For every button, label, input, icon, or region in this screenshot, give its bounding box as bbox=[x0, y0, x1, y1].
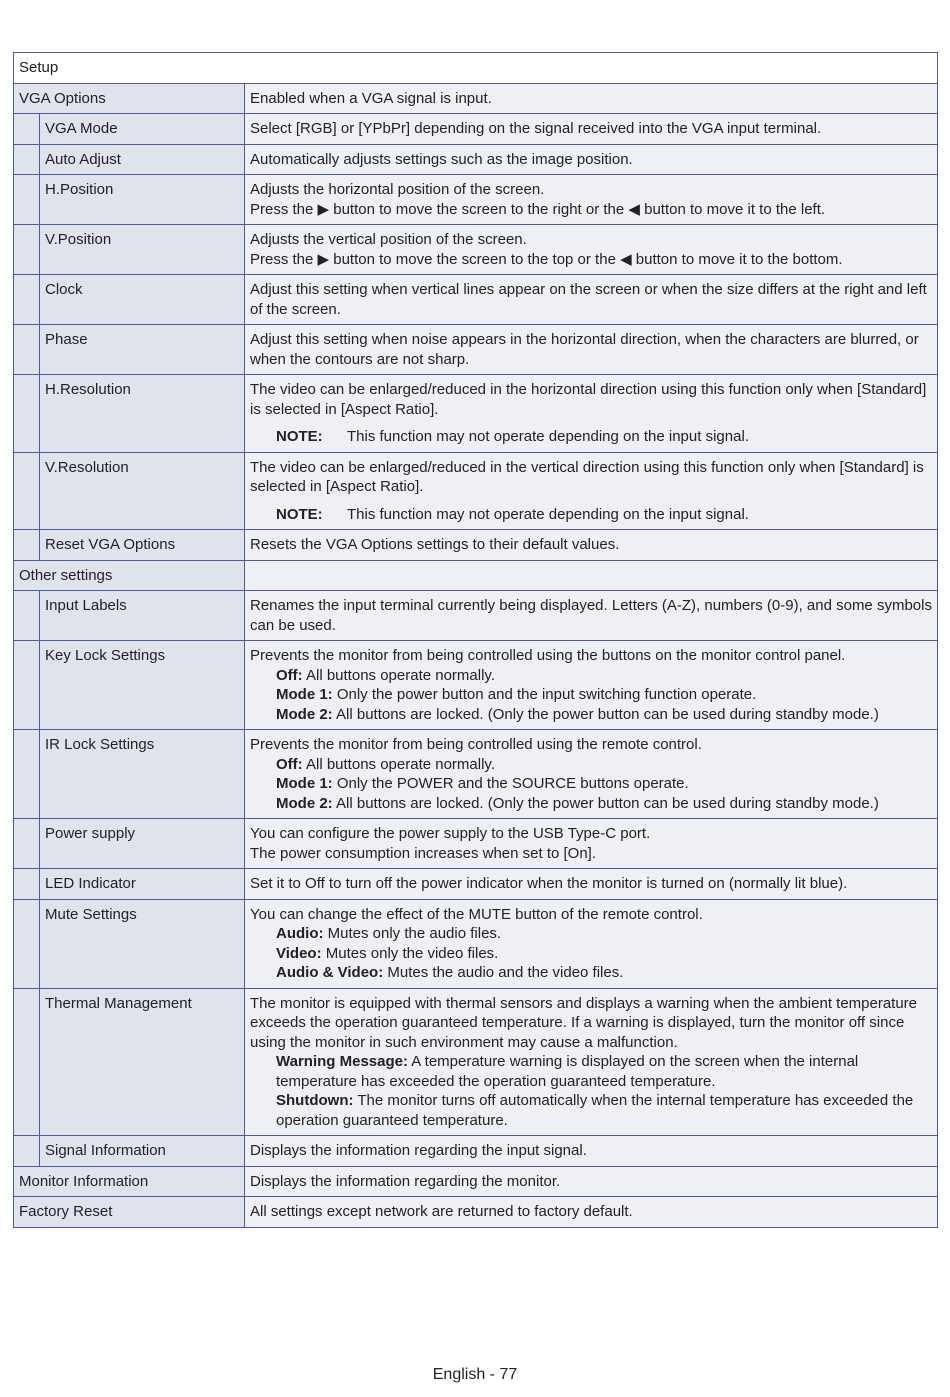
table-row bbox=[14, 144, 937, 175]
description-text: Prevents the monitor from being controlled using the remote control. bbox=[250, 736, 702, 753]
description-text: Select [RGB] or [YPbPr] depending on the signal received into the VGA input terminal. bbox=[250, 120, 822, 137]
setting-description bbox=[245, 1197, 937, 1227]
description-text: Displays the information regarding the input signal. bbox=[250, 1142, 587, 1159]
table-row bbox=[14, 324, 937, 374]
note-label: NOTE: bbox=[276, 505, 323, 523]
setting-description bbox=[245, 591, 937, 640]
setting-label: Clock bbox=[40, 275, 245, 324]
indent-strip bbox=[14, 325, 40, 374]
setting-description bbox=[245, 375, 937, 452]
description-text: You can change the effect of the MUTE button of the remote control. bbox=[250, 905, 703, 923]
setting-label: Input Labels bbox=[40, 591, 245, 640]
indent-strip bbox=[14, 114, 40, 144]
note-text: This function may not operate depending on the input signal. bbox=[347, 428, 749, 445]
table-row bbox=[14, 988, 937, 1136]
setting-description bbox=[245, 561, 937, 591]
table-row bbox=[14, 590, 937, 640]
setting-label: V.Resolution bbox=[40, 453, 245, 530]
option-text: All buttons are locked. (Only the power button can be used during standby mode.) bbox=[332, 705, 879, 723]
option-name: Mode 2: bbox=[276, 705, 333, 723]
indent-strip bbox=[14, 1136, 40, 1166]
description-text: Renames the input terminal currently being displayed. Letters (A-Z), numbers (0-9), and some symbols can be used. bbox=[250, 597, 932, 634]
indent-strip bbox=[14, 730, 40, 818]
option-line bbox=[250, 666, 932, 686]
table-row bbox=[14, 1196, 937, 1227]
description-text: The power consumption increases when set to [On]. bbox=[250, 844, 597, 862]
table-row bbox=[14, 452, 937, 530]
description-text: Prevents the monitor from being controlled using the buttons on the monitor control panel. bbox=[250, 647, 846, 664]
indent-strip bbox=[14, 869, 40, 899]
table-row bbox=[14, 818, 937, 868]
table-row bbox=[14, 224, 937, 274]
table-row bbox=[14, 529, 937, 560]
indent-strip bbox=[14, 453, 40, 530]
table-title: Setup bbox=[19, 59, 59, 76]
option-text: Mutes only the audio files. bbox=[323, 925, 502, 942]
setting-label: VGA Mode bbox=[40, 114, 245, 144]
note-line bbox=[250, 505, 932, 525]
table-row bbox=[14, 83, 937, 114]
description-text: Set it to Off to turn off the power indicator when the monitor is turned on (normally lit blue). bbox=[250, 875, 848, 892]
setting-label: Monitor Information bbox=[14, 1167, 245, 1197]
setting-label: H.Position bbox=[40, 175, 245, 224]
option-text: Only the power button and the input switching function operate. bbox=[332, 686, 757, 703]
setting-description bbox=[245, 325, 937, 374]
option-name: Audio & Video: bbox=[276, 964, 384, 981]
setting-label: Mute Settings bbox=[40, 900, 245, 988]
table-row bbox=[14, 729, 937, 818]
setting-label: IR Lock Settings bbox=[40, 730, 245, 818]
description-text: The video can be enlarged/reduced in the vertical direction using this function only when [Standard] is selected in [Aspect Ratio]. bbox=[250, 458, 924, 495]
indent-strip bbox=[14, 145, 40, 175]
setting-description bbox=[245, 225, 937, 274]
table-row bbox=[14, 899, 937, 988]
setting-description bbox=[245, 453, 937, 530]
setting-label: H.Resolution bbox=[40, 375, 245, 452]
option-name: Video: bbox=[276, 944, 322, 962]
option-text: Only the POWER and the SOURCE buttons operate. bbox=[332, 775, 689, 792]
option-name: Audio: bbox=[276, 925, 324, 942]
description-text: Automatically adjusts settings such as the image position. bbox=[250, 150, 633, 168]
setting-description bbox=[245, 989, 937, 1136]
table-title-row bbox=[14, 53, 937, 83]
description-text: Press the ▶ button to move the screen to the right or the ◀ button to move it to the left. bbox=[250, 200, 826, 218]
setting-description bbox=[245, 114, 937, 144]
option-line bbox=[250, 924, 932, 944]
setting-description bbox=[245, 275, 937, 324]
setting-label: V.Position bbox=[40, 225, 245, 274]
indent-strip bbox=[14, 641, 40, 729]
note-text: This function may not operate depending on the input signal. bbox=[347, 505, 749, 523]
option-text: All buttons operate normally. bbox=[302, 755, 495, 773]
option-name: Mode 2: bbox=[276, 794, 333, 812]
indent-strip bbox=[14, 275, 40, 324]
table-row bbox=[14, 174, 937, 224]
option-line bbox=[250, 1052, 932, 1091]
option-line bbox=[250, 755, 932, 775]
table-row bbox=[14, 868, 937, 899]
option-line bbox=[250, 1091, 932, 1130]
setting-description bbox=[245, 530, 937, 560]
description-text: Adjust this setting when noise appears in the horizontal direction, when the characters are blurred, or when the contours are not sharp. bbox=[250, 331, 919, 368]
note-label: NOTE: bbox=[276, 428, 323, 445]
option-name: Off: bbox=[276, 666, 303, 684]
indent-strip bbox=[14, 900, 40, 988]
setting-label: LED Indicator bbox=[40, 869, 245, 899]
option-name: Mode 1: bbox=[276, 775, 333, 792]
setting-label: Thermal Management bbox=[40, 989, 245, 1136]
setting-description bbox=[245, 819, 937, 868]
indent-strip bbox=[14, 530, 40, 560]
setting-description bbox=[245, 641, 937, 729]
table-row bbox=[14, 1135, 937, 1166]
indent-strip bbox=[14, 989, 40, 1136]
description-text: Enabled when a VGA signal is input. bbox=[250, 89, 492, 107]
setting-description bbox=[245, 1167, 937, 1197]
option-text: All buttons operate normally. bbox=[302, 666, 495, 684]
setting-description bbox=[245, 900, 937, 988]
option-line bbox=[250, 794, 932, 814]
description-text: The monitor is equipped with thermal sensors and displays a warning when the ambient temperature exceeds the operation guaranteed temperature. If a warning is displayed, turn the monitor off since using the monitor in such environment may cause a malfunction. bbox=[250, 994, 918, 1051]
setting-description bbox=[245, 175, 937, 224]
setting-label: Other settings bbox=[14, 561, 245, 591]
indent-strip bbox=[14, 225, 40, 274]
table-row bbox=[14, 640, 937, 729]
setting-label: Key Lock Settings bbox=[40, 641, 245, 729]
option-text: A temperature warning is displayed on the screen when the internal temperature has exceeded the operation guaranteed temperature. bbox=[276, 1053, 859, 1090]
option-line bbox=[250, 944, 932, 964]
indent-strip bbox=[14, 175, 40, 224]
description-text: Adjusts the vertical position of the screen. bbox=[250, 231, 527, 248]
option-text: Mutes the audio and the video files. bbox=[383, 964, 624, 981]
setting-label: VGA Options bbox=[14, 84, 245, 114]
indent-strip bbox=[14, 375, 40, 452]
option-line bbox=[250, 963, 932, 983]
table-row bbox=[14, 374, 937, 452]
page-footer: English - 77 bbox=[432, 1366, 518, 1383]
option-name: Mode 1: bbox=[276, 686, 333, 703]
option-line bbox=[250, 774, 932, 794]
description-text: Press the ▶ button to move the screen to the top or the ◀ button to move it to the bottom. bbox=[250, 250, 843, 268]
option-text: Mutes only the video files. bbox=[321, 944, 499, 962]
setting-description bbox=[245, 869, 937, 899]
setting-label: Reset VGA Options bbox=[40, 530, 245, 560]
setting-label: Factory Reset bbox=[14, 1197, 245, 1227]
table-row bbox=[14, 1166, 937, 1197]
setting-label: Phase bbox=[40, 325, 245, 374]
description-text: Displays the information regarding the monitor. bbox=[250, 1172, 561, 1190]
description-text: Resets the VGA Options settings to their default values. bbox=[250, 536, 620, 553]
settings-table bbox=[13, 52, 938, 1228]
description-text: Adjusts the horizontal position of the screen. bbox=[250, 181, 545, 198]
indent-strip bbox=[14, 591, 40, 640]
option-text: The monitor turns off automatically when the internal temperature has exceeded the operation guaranteed temperature. bbox=[276, 1092, 914, 1129]
option-line bbox=[250, 685, 932, 705]
option-name: Off: bbox=[276, 755, 303, 773]
option-line bbox=[250, 705, 932, 725]
setting-description bbox=[245, 145, 937, 175]
description-text: You can configure the power supply to the USB Type-C port. bbox=[250, 825, 651, 842]
setting-label: Auto Adjust bbox=[40, 145, 245, 175]
indent-strip bbox=[14, 819, 40, 868]
table-row bbox=[14, 560, 937, 591]
setting-description bbox=[245, 84, 937, 114]
description-text: Adjust this setting when vertical lines appear on the screen or when the size differs at the right and left of the screen. bbox=[250, 281, 927, 318]
description-text: The video can be enlarged/reduced in the horizontal direction using this function only when [Standard] is selected in [Aspect Ratio]. bbox=[250, 381, 927, 418]
setting-description bbox=[245, 1136, 937, 1166]
description-text: All settings except network are returned to factory default. bbox=[250, 1203, 633, 1220]
option-text: All buttons are locked. (Only the power button can be used during standby mode.) bbox=[332, 794, 879, 812]
table-row bbox=[14, 113, 937, 144]
option-name: Warning Message: bbox=[276, 1053, 408, 1070]
setting-label: Signal Information bbox=[40, 1136, 245, 1166]
setting-label: Power supply bbox=[40, 819, 245, 868]
option-name: Shutdown: bbox=[276, 1092, 354, 1109]
setting-description bbox=[245, 730, 937, 818]
table-row bbox=[14, 274, 937, 324]
note-line bbox=[250, 427, 932, 447]
